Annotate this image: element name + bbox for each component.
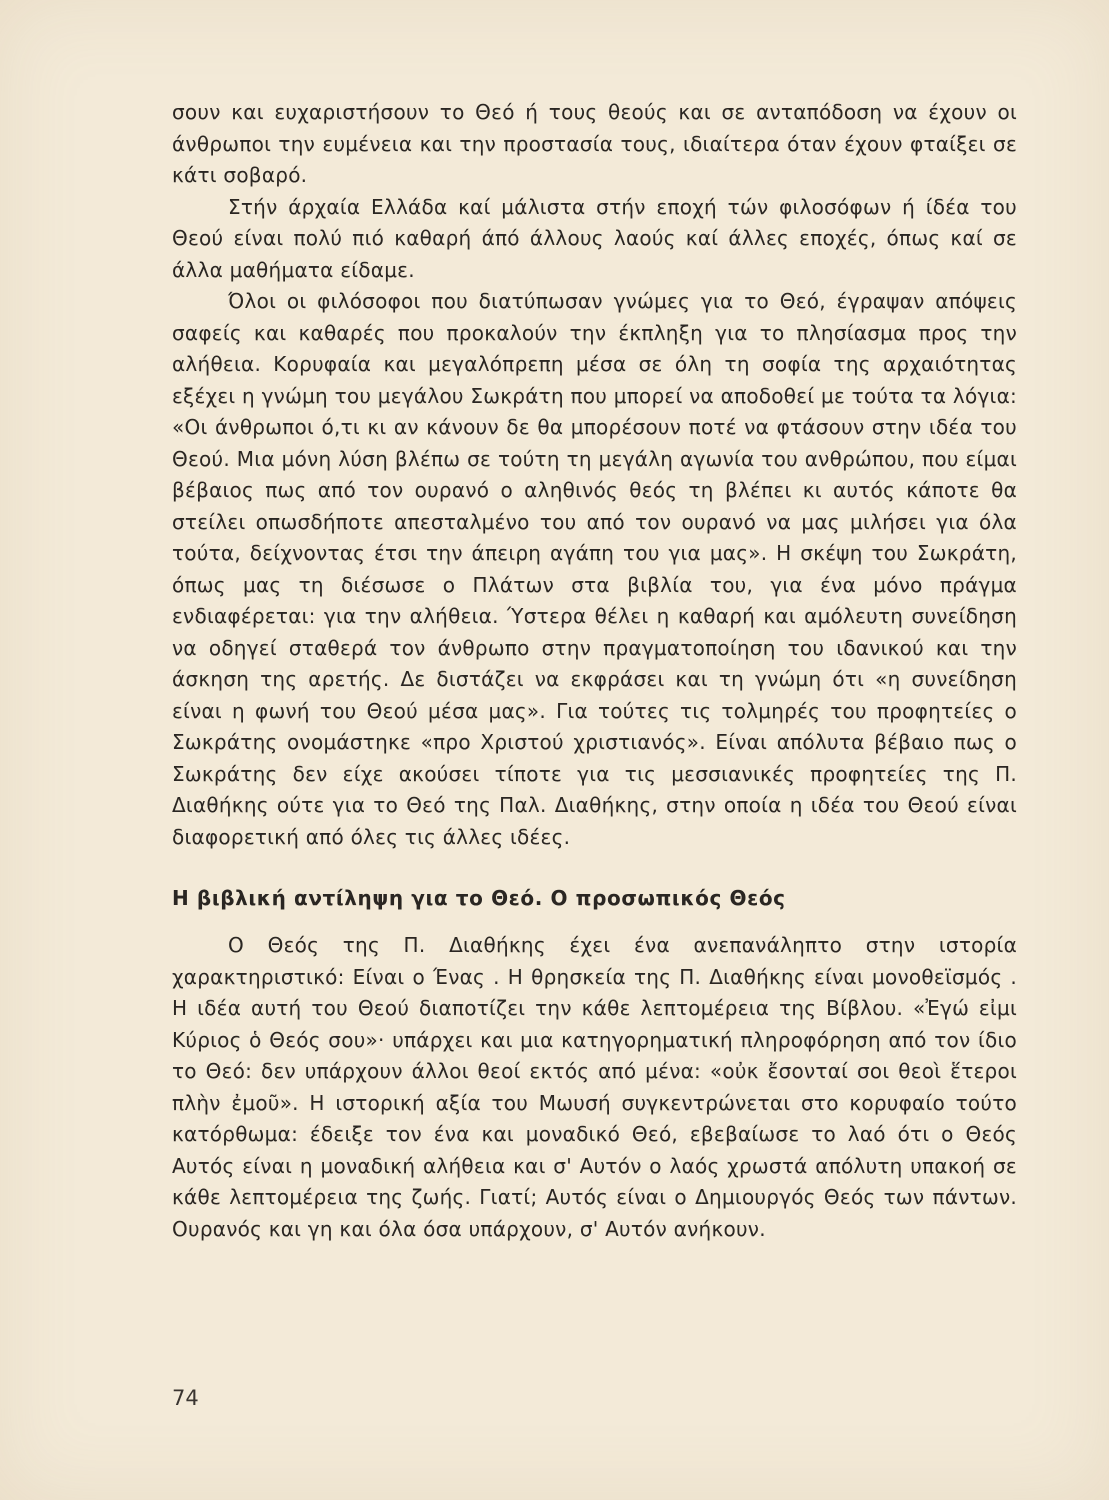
paragraph-biblical-god: Ο Θεός της Π. Διαθήκης έχει ένα ανεπανάληπτο στην ιστορία χαρακτηριστικό: Είναι ο Ένας . Η θρησκεία της Π. Διαθήκης είναι μονοθεϊσμός . Η ιδέα αυτή του Θεού διαποτίζει την κάθε λεπτομέρεια της Βίβλου. «Ἐγώ εἰμι Κύριος ὁ Θεός σου»· υπάρχει και μια κατηγορηματική πληροφόρηση από τον ίδιο το Θεό: δεν υπάρχουν άλλοι θεοί εκτός από μένα: «οὐκ ἔσονταί σοι θεοὶ ἕτεροι πλὴν ἐμοῦ». Η ιστορική αξία του Μωυσή συγκεντρώνεται στο κορυφαίο τούτο κατόρθωμα: έδειξε τον ένα και μοναδικό Θεό, εβεβαίωσε το λαό ότι ο Θεός Αυτός είναι η μοναδική αλήθεια και σ' Αυτόν ο λαός χρωστά απόλυτη υπακοή σε κάθε λεπτομέρεια της ζωής. Γιατί; Αυτός είναι ο Δημιουργός Θεός των πάντων. Ουρανός και γη και όλα όσα υπάρχουν, σ' Αυτόν ανήκουν. xyxy=(172,933,1017,1241)
page-number: 74 xyxy=(172,1386,199,1410)
paragraph-philosophers: Όλοι οι φιλόσοφοι που διατύπωσαν γνώμες για το Θεό, έγραψαν απόψεις σαφείς και καθαρές που προκαλούν την έκπληξη για το πλησίασμα προς την αλήθεια. Κορυφαία και μεγαλόπρεπη μέσα σε όλη τη σοφία της αρχαιότητας εξέχει η γνώμη του μεγάλου Σωκράτη που μπορεί να αποδοθεί με τούτα τα λόγια: «Οι άνθρωποι ό,τι κι αν κάνουν δε θα μπορέσουν ποτέ να φτάσουν στην ιδέα του Θεού. Μια μόνη λύση βλέπω σε τούτη τη μεγάλη αγωνία του ανθρώπου, που είμαι βέβαιος πως από τον ουρανό ο αληθινός θεός τη βλέπει κι αυτός κάποτε θα στείλει οπωσδήποτε απεσταλμένο του από τον ουρανό να μας μιλήσει για όλα τούτα, δείχνοντας έτσι την άπειρη αγάπη του για μας». Η σκέψη του Σωκράτη, όπως μας τη διέσωσε ο Πλάτων στα βιβλία του, για ένα μόνο πράγμα ενδιαφέρεται: για την αλήθεια. Ύστερα θέλει η καθαρή και αμόλευτη συνείδηση να οδηγεί σταθερά τον άνθρωπο στην πραγματοποίηση του ιδανικού και την άσκηση της αρετής. Δε διστάζει να εκφράσει και τη γνώμη ότι «η συνείδηση είναι η φωνή του Θεού μέσα μας». Για τούτες τις τολμηρές του προφητείες ο Σωκράτης ονομάστηκε «προ Χριστού χριστιανός». Είναι απόλυτα βέβαιο πως ο Σωκράτης δεν είχε ακούσει τίποτε για τις μεσσιανικές προφητείες της Π. Διαθήκης ούτε για το Θεό της Παλ. Διαθήκης, στην οποία η ιδέα του Θεού είναι διαφορετική από όλες τις άλλες ιδέες. xyxy=(172,289,1017,849)
section-heading: Η βιβλική αντίληψη για το Θεό. Ο προσωπικός Θεός xyxy=(172,886,786,910)
paragraph-ancient-greece: Στήν άρχαία Ελλάδα καί μάλιστα στήν εποχή τών φιλοσόφων ή ίδέα του Θεού είναι πολύ πιό καθαρή άπό άλλους λαούς καί άλλες εποχές, όπως καί σε άλλα μαθήματα είδαμε. xyxy=(172,194,1017,282)
paragraph-continued: σουν και ευχαριστήσουν το Θεό ή τους θεούς και σε ανταπόδοση να έχουν οι άνθρωποι την ευμένεια και την προστασία τους, ιδιαίτερα όταν έχουν φταίξει σε κάτι σοβαρό. xyxy=(172,100,1017,187)
body-text xyxy=(172,97,1017,1245)
